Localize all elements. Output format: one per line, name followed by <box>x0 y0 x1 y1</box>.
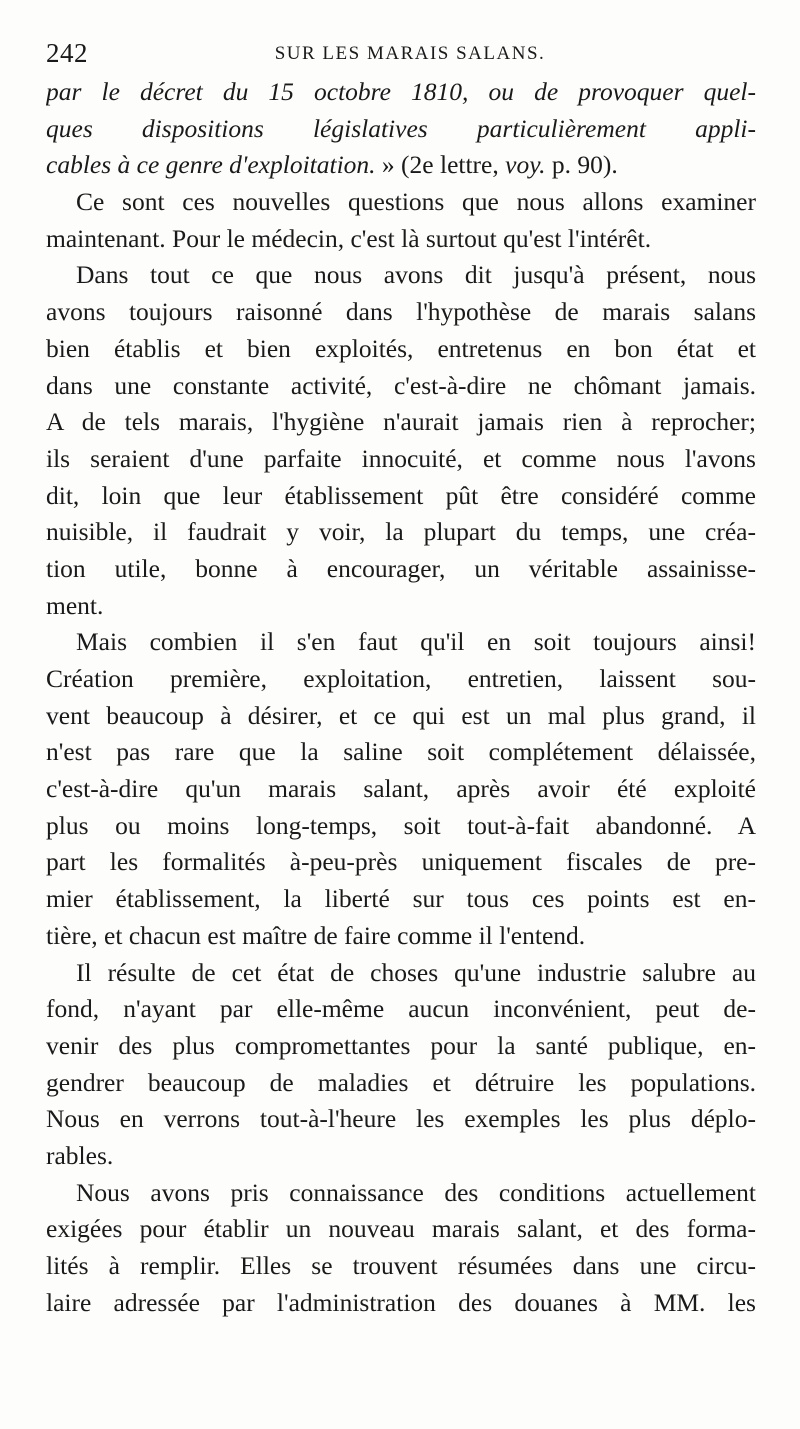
text-line: lités à remplir. Elles se trouvent résumées dans une circu- <box>46 1251 756 1280</box>
text-line: part les formalités à-peu-près uniquement fiscales de pre- <box>46 847 756 877</box>
roman-run: » (2e lettre, <box>375 150 506 180</box>
text-line: Mais combien il s'en faut qu'il en soit toujours ainsi! <box>76 627 756 657</box>
text-line: A de tels marais, l'hygiène n'aurait jamais rien à reprocher; <box>46 407 756 437</box>
text-line: mier établissement, la liberté sur tous ces points est en- <box>46 884 756 914</box>
text-line: par le décret du 15 octobre 1810, ou de provoquer quel- <box>46 77 756 106</box>
page-number: 242 <box>46 38 88 68</box>
text-line: nuisible, il faudrait y voir, la plupart du temps, une créa- <box>46 517 756 547</box>
text-line: Il résulte de cet état de choses qu'une industrie salubre au <box>76 957 756 987</box>
text-line: bien établis et bien exploités, entretenus en bon état et <box>46 333 756 363</box>
roman-run: p. 90). <box>545 150 618 180</box>
running-title: SUR LES MARAIS SALANS. <box>274 43 546 64</box>
text-line: plus ou moins long-temps, soit tout-à-fait abandonné. A <box>46 810 756 840</box>
text-line: avons toujours raisonné dans l'hypothèse de marais salans <box>46 297 756 327</box>
text-line: rables. <box>46 1140 114 1170</box>
text-line: dit, loin que leur établissement pût être considéré comme <box>46 480 756 510</box>
text-line: n'est pas rare que la saline soit complétement délaissée, <box>46 737 756 767</box>
running-head <box>46 38 754 74</box>
text-line: maintenant. Pour le médecin, c'est là surtout qu'est l'intérêt. <box>46 223 652 253</box>
italic-run: voy. <box>505 150 546 180</box>
text-line: Dans tout ce que nous avons dit jusqu'à présent, nous <box>76 260 756 290</box>
text-line: dans une constante activité, c'est-à-dire ne chômant jamais. <box>46 370 756 400</box>
text-line: c'est-à-dire qu'un marais salant, après avoir été exploité <box>46 774 756 804</box>
text-line: laire adressée par l'administration des douanes à MM. les <box>46 1287 756 1317</box>
text-line: ment. <box>46 590 104 620</box>
text-line: Ce sont ces nouvelles questions que nous allons examiner <box>76 187 756 217</box>
text-line: tière, et chacun est maître de faire comme il l'entend. <box>46 920 586 950</box>
text-line: exigées pour établir un nouveau marais salant, et des forma- <box>46 1214 756 1244</box>
body-text <box>46 74 756 1321</box>
text-line: vent beaucoup à désirer, et ce qui est un mal plus grand, il <box>46 700 756 730</box>
text-line: venir des plus compromettantes pour la santé publique, en- <box>46 1030 756 1060</box>
text-line: gendrer beaucoup de maladies et détruire les populations. <box>46 1067 756 1097</box>
text-line <box>46 147 756 184</box>
text-line: Création première, exploitation, entretien, laissent sou- <box>46 664 756 693</box>
italic-run: cables à ce genre d'exploitation. <box>46 150 376 180</box>
text-line: fond, n'ayant par elle-même aucun inconvénient, peut de- <box>46 994 756 1024</box>
text-line: tion utile, bonne à encourager, un véritable assainisse- <box>46 553 756 583</box>
text-line: Nous avons pris connaissance des conditions actuellement <box>76 1177 756 1207</box>
text-line: ques dispositions législatives particulièrement appli- <box>46 113 756 143</box>
text-line: Nous en verrons tout-à-l'heure les exemples les plus déplo- <box>46 1104 756 1134</box>
text-line: ils seraient d'une parfaite innocuité, et comme nous l'avons <box>46 443 756 473</box>
